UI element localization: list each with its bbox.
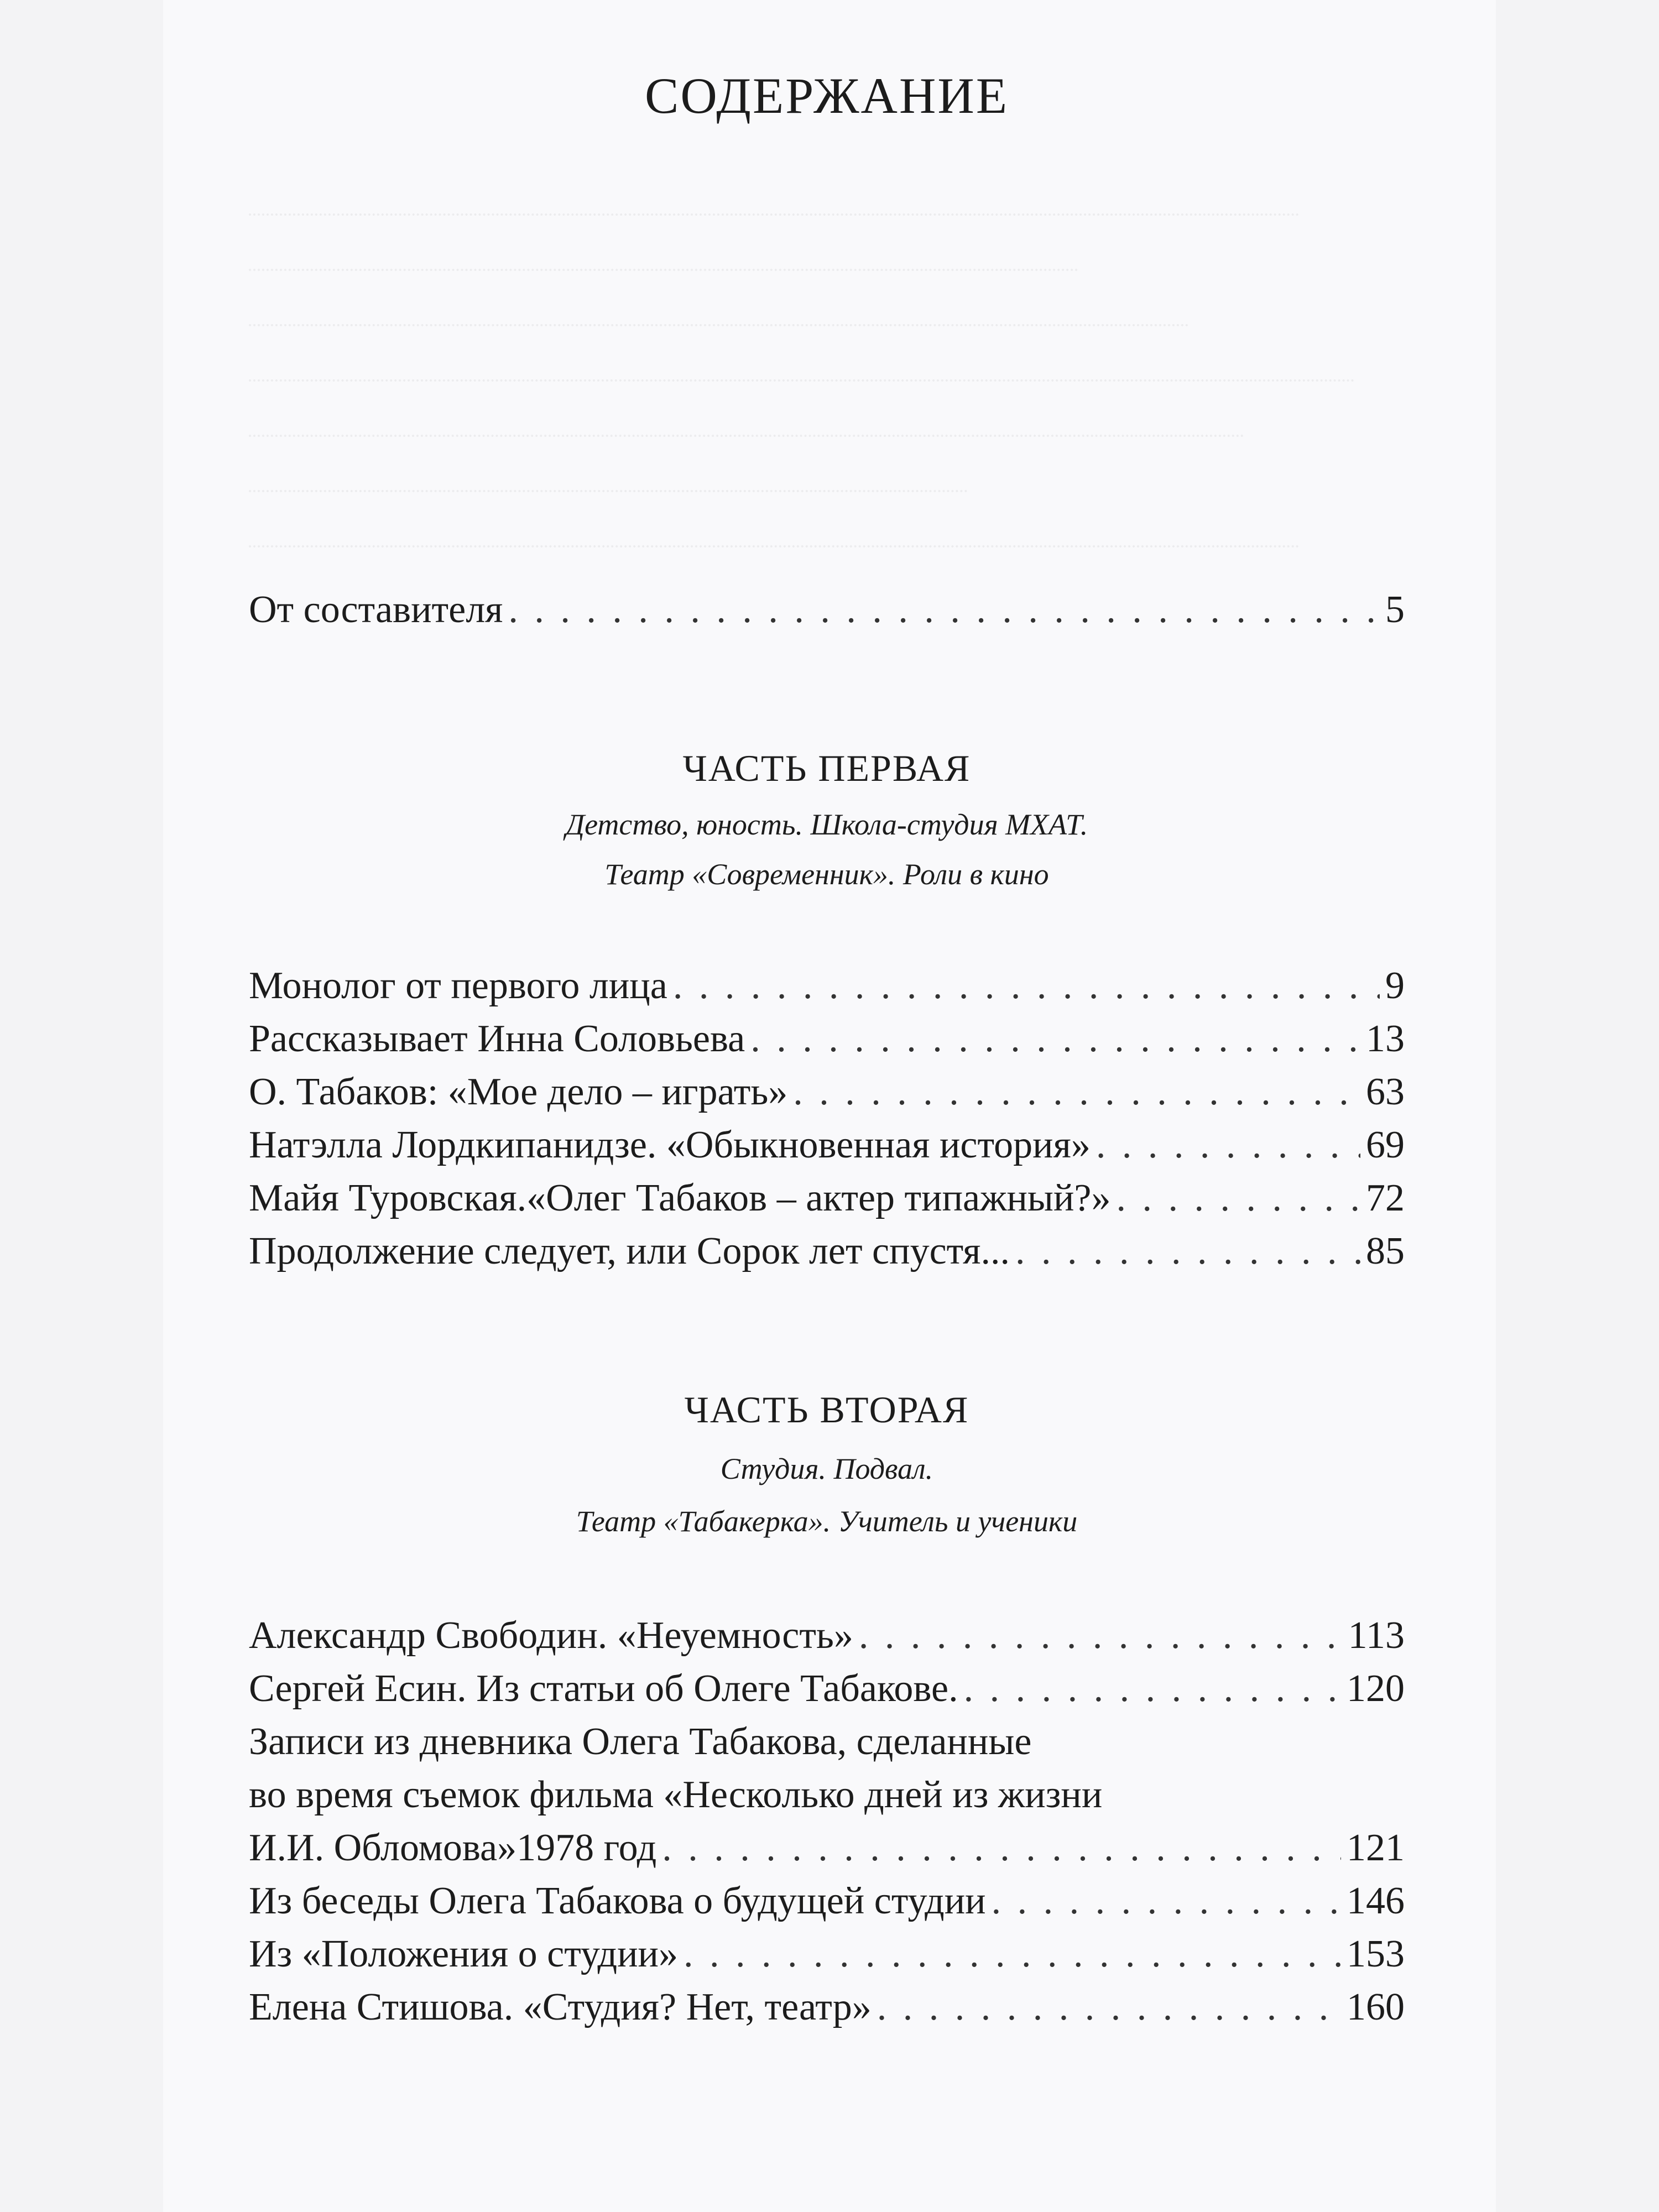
toc-entry[interactable] [249, 1013, 1405, 1066]
toc-entry-title: Из «Положения о студии» [249, 1933, 679, 1975]
leader-dots [1015, 1225, 1360, 1278]
toc-entry[interactable] [249, 1119, 1405, 1172]
toc-entry-multiline-line-2: во время съемок фильма «Несколько дней из жизни [249, 1773, 1103, 1816]
toc-entry-page: 13 [1366, 1018, 1405, 1060]
leader-dots [673, 959, 1380, 1013]
leader-dots [992, 1875, 1341, 1928]
part-one-heading: ЧАСТЬ ПЕРВАЯ [682, 747, 971, 789]
leader-dots [750, 1013, 1360, 1066]
toc-entry-title: Из беседы Олега Табакова о будущей студии [249, 1880, 986, 1922]
toc-entry-title: Елена Стишова. «Студия? Нет, театр» [249, 1986, 872, 2028]
toc-entry-multiline-line-1: Записи из дневника Олега Табакова, сделанные [249, 1720, 1032, 1763]
toc-entry-page: 72 [1366, 1177, 1405, 1219]
leader-dots [662, 1822, 1341, 1875]
toc-entry-page: 160 [1347, 1986, 1405, 2028]
toc-entry[interactable] [249, 1066, 1405, 1119]
toc-entry-title: Рассказывает Инна Соловьева [249, 1018, 745, 1060]
toc-entry[interactable] [249, 959, 1405, 1013]
show-through-texture [249, 160, 1405, 547]
toc-entry-page: 146 [1347, 1880, 1405, 1922]
toc-entry-title: Сергей Есин. Из статьи об Олеге Табакове. [249, 1667, 958, 1710]
toc-entry[interactable] [249, 1225, 1405, 1278]
toc-entry-page: 69 [1366, 1124, 1405, 1166]
toc-entry-title: Майя Туровская.«Олег Табаков – актер типажный?» [249, 1177, 1111, 1219]
leader-dots [1096, 1119, 1360, 1172]
leader-dots [684, 1928, 1341, 1981]
toc-entry-page: 120 [1347, 1667, 1405, 1710]
toc-entry-page: 5 [1385, 588, 1405, 631]
toc-entry[interactable] [249, 1928, 1405, 1981]
toc-entry-intro[interactable] [249, 583, 1405, 637]
part-one-subtitle-2: Театр «Современник». Роли в кино [604, 858, 1049, 891]
leader-dots [508, 583, 1380, 637]
toc-entry-page: 63 [1366, 1071, 1405, 1113]
toc-entry-title: Монолог от первого лица [249, 964, 667, 1007]
toc-entry-title: От составителя [249, 588, 503, 631]
toc-entry-title: Натэлла Лордкипанидзе. «Обыкновенная история» [249, 1124, 1091, 1166]
toc-entry[interactable] [249, 1981, 1405, 2034]
toc-entry[interactable] [249, 1609, 1405, 1662]
part-one-subtitle-1: Детство, юность. Школа-студия МХАТ. [565, 808, 1088, 841]
toc-entry-title: И.И. Обломова»1978 год [249, 1827, 657, 1869]
toc-entry[interactable] [249, 1662, 1405, 1715]
page-title: СОДЕРЖАНИЕ [644, 67, 1009, 124]
toc-entry-multiline[interactable] [249, 1822, 1405, 1875]
leader-dots [793, 1066, 1360, 1119]
part-two-subtitle-1: Студия. Подвал. [720, 1452, 933, 1485]
toc-entry-page: 113 [1348, 1614, 1405, 1657]
part-two-subtitle-2: Театр «Табакерка». Учитель и ученики [576, 1505, 1078, 1538]
toc-entry-title: Продолжение следует, или Сорок лет спустя... [249, 1230, 1010, 1272]
toc-entry[interactable] [249, 1875, 1405, 1928]
toc-entry-page: 9 [1385, 964, 1405, 1007]
toc-entry-title: О. Табаков: «Мое дело – играть» [249, 1071, 788, 1113]
toc-entry-page: 121 [1347, 1827, 1405, 1869]
leader-dots [859, 1609, 1343, 1662]
toc-entry[interactable] [249, 1172, 1405, 1225]
leader-dots [1117, 1172, 1361, 1225]
leader-dots [877, 1981, 1341, 2034]
toc-entry-page: 153 [1347, 1933, 1405, 1975]
part-two-heading: ЧАСТЬ ВТОРАЯ [684, 1389, 969, 1431]
toc-entry-page: 85 [1366, 1230, 1405, 1272]
toc-entry-title: Александр Свободин. «Неуемность» [249, 1614, 853, 1657]
leader-dots [964, 1662, 1341, 1715]
